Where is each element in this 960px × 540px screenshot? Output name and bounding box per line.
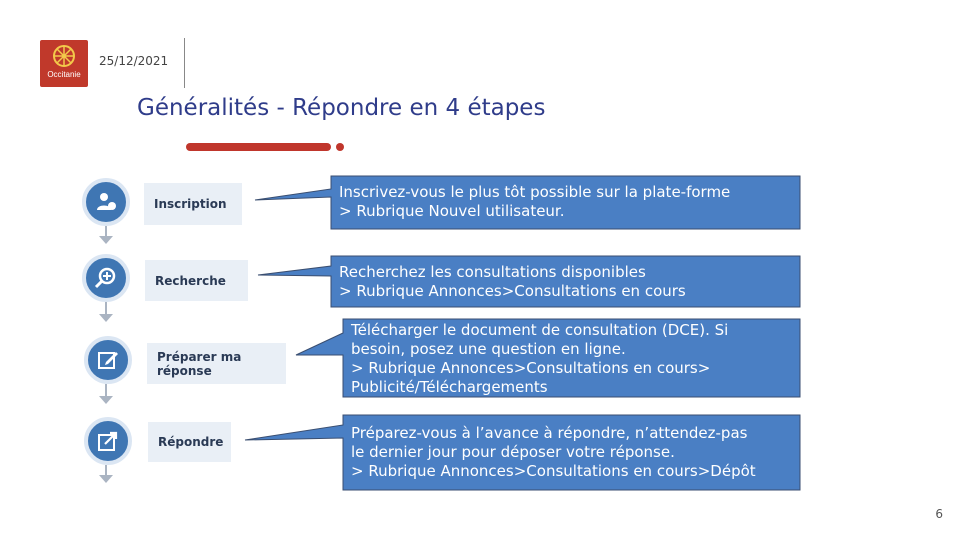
step-label-recherche: Recherche xyxy=(145,260,248,301)
step-label-preparer: Préparer ma réponse xyxy=(147,343,286,384)
callout-recherche: Recherchez les consultations disponibles > Rubrique Annonces>Consultations en cours xyxy=(339,263,686,300)
svg-text:Occitanie: Occitanie xyxy=(47,70,81,79)
page-number: 6 xyxy=(935,507,943,521)
step-label-inscription: Inscription xyxy=(144,183,242,225)
callout-preparer: Télécharger le document de consultation (DCE). Si besoin, posez une question en ligne. > Rubrique Annonces>Consultations en cours> Publicité/Téléchargements xyxy=(351,321,729,396)
callout-inscription: Inscrivez-vous le plus tôt possible sur la plate-forme > Rubrique Nouvel utilisateur. xyxy=(339,183,731,220)
slide-title: Généralités - Répondre en 4 étapes xyxy=(137,95,546,121)
step-label-repondre: Répondre xyxy=(148,422,231,462)
callout-repondre: Préparez-vous à l’avance à répondre, n’attendez-pas le dernier jour pour déposer votre réponse. > Rubrique Annonces>Consultations en cours>Dépôt xyxy=(351,424,756,480)
slide-date: 25/12/2021 xyxy=(99,54,169,68)
